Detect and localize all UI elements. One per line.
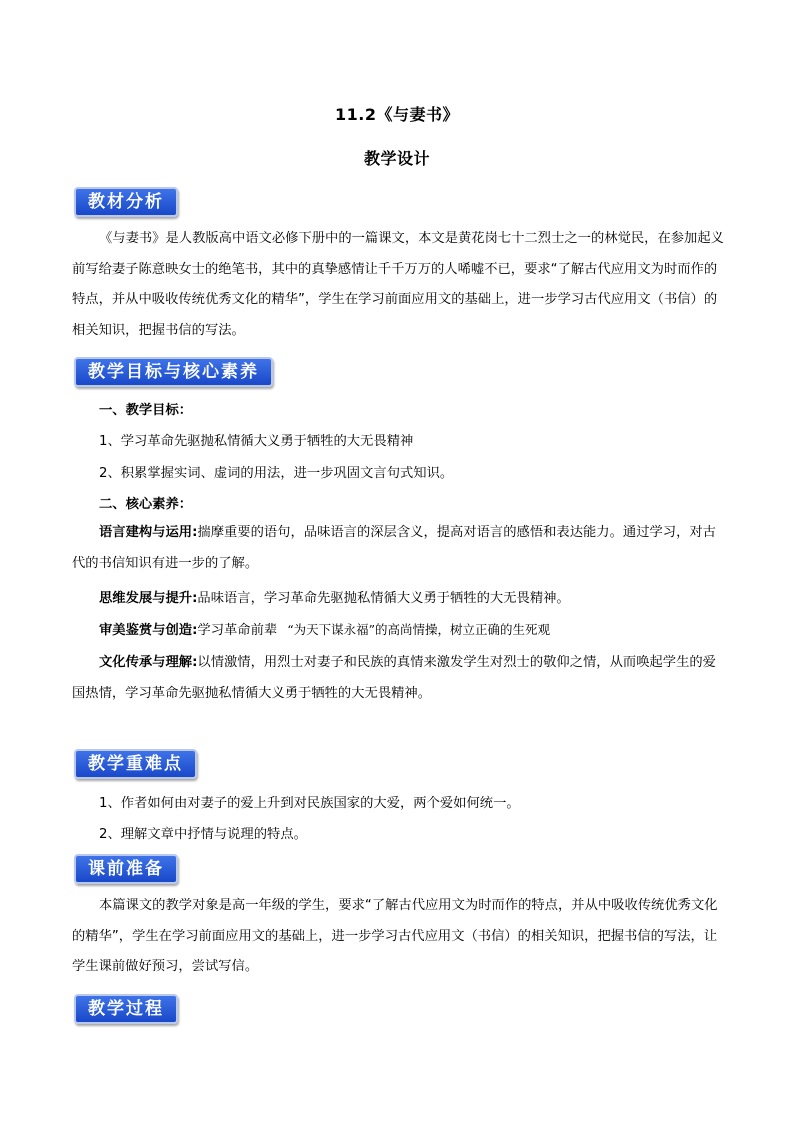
preparation-paragraph: 本篇课文的教学对象是高一年级的学生，要求“了解古代应用文为时而作的特点，并从中吸收传统优秀文化的精华”，学生在学习前面应用文的基础上，进一步学习古代应用文（书信）的相关知识，把握书信的写法，让学生课前做好预习，尝试写信。 (72, 898, 718, 975)
core-literacy-label: 文化传承与理解: (99, 655, 198, 670)
core-literacy-label: 审美鉴赏与创造: (99, 623, 198, 638)
core-literacy-label: 语言建构与运用: (99, 525, 198, 540)
section-heading-preparation: 课前准备 (74, 854, 178, 884)
core-literacy-subheading: 二、核心素养： (99, 497, 193, 512)
material-analysis-paragraph: 《与妻书》是人教版高中语文必修下册中的一篇课文，本文是黄花岗七十二烈士之一的林觉民，在参加起义前写给妻子陈意映女士的绝笔书，其中的真挚感情让千千万万的人唏嘘不已，要求“了解古代应用文为时而作的特点，并从中吸收传统优秀文化的精华”，学生在学习前面应用文的基础上，进一步学习古代应用文（书信）的相关知识，把握书信的写法。 (72, 231, 724, 339)
objective-item: 2、积累掌握实词、虚词的用法，进一步巩固文言句式知识。 (99, 466, 454, 481)
section-heading-process: 教学过程 (74, 994, 178, 1024)
core-literacy-label: 思维发展与提升: (99, 591, 198, 606)
objective-item: 1、学习革命先驱抛私情循大义勇于牺牲的大无畏精神 (99, 434, 414, 449)
section-heading-objectives: 教学目标与核心素养 (74, 357, 273, 387)
core-literacy-thinking: 思维发展与提升:品味语言，学习革命先驱抛私情循大义勇于牺牲的大无畏精神。 (99, 591, 570, 606)
section-heading-key-points: 教学重难点 (74, 749, 197, 779)
core-literacy-aesthetics: 审美鉴赏与创造:学习革命前辈 “为天下谋永福”的高尚情操，树立正确的生死观 (99, 622, 550, 638)
key-point-item: 1、作者如何由对妻子的爱上升到对民族国家的大爱，两个爱如何统一。 (99, 796, 520, 811)
key-point-item: 2、理解文章中抒情与说理的特点。 (99, 827, 307, 842)
core-literacy-culture: 文化传承与理解:以情激情，用烈士对妻子和民族的真情来激发学生对烈士的敬仰之情，从而唤起学生的爱国热情，学习革命先驱抛私情循大义勇于牺牲的大无畏精神。 (72, 655, 716, 701)
section-heading-material-analysis: 教材分析 (74, 187, 178, 217)
core-literacy-language: 语言建构与运用:揣摩重要的语句，品味语言的深层含义，提高对语言的感悟和表达能力。通过学习，对古代的书信知识有进一步的了解。 (72, 525, 716, 571)
objectives-subheading: 一、教学目标： (99, 403, 193, 418)
document-title: 11.2《与妻书》 (335, 105, 459, 124)
document-subtitle: 教学设计 (363, 149, 430, 168)
